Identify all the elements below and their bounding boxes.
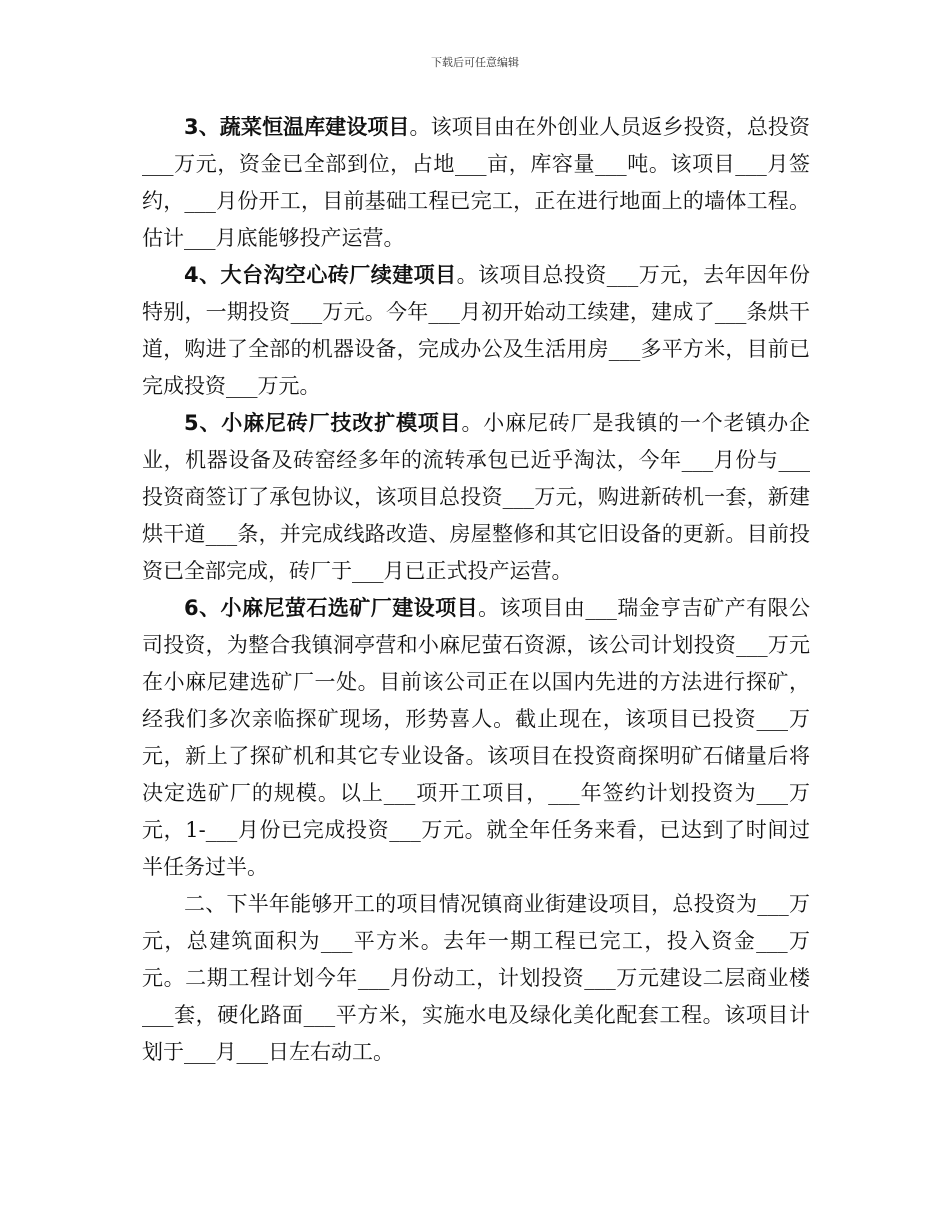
paragraph-brick-factory-project [142, 257, 810, 405]
paragraph-vegetable-storage-project [142, 109, 810, 257]
paragraph-text: 。该项目由在外创业人员返乡投资，总投资___万元，资金已全部到位，占地___亩，库容量___吨。该项目___月签约，___月份开工，目前基础工程已完工，正在进行地面上的墙体工程。估计___月底能够投产运营。 [142, 115, 810, 250]
paragraph-text: 。小麻尼砖厂是我镇的一个老镇办企业，机器设备及砖窑经多年的流转承包已近乎淘汰，今年___月份与___投资商签订了承包协议，该项目总投资___万元，购进新砖机一套，新建烘干道___条，并完成线路改造、房屋整修和其它旧设备的更新。目前投资已全部完成，砖厂于___月已正式投产运营。 [142, 411, 810, 583]
paragraph-second-half-projects [142, 886, 810, 1071]
paragraph-text: 二、下半年能够开工的项目情况镇商业街建设项目，总投资为___万元，总建筑面积为___平方米。去年一期工程已完工，投入资金___万元。二期工程计划今年___月份动工，计划投资___万元建设二层商业楼___套，硬化路面___平方米，实施水电及绿化美化配套工程。该项目计划于___月___日左右动工。 [142, 892, 810, 1064]
paragraph-title: 3、蔬菜恒温库建设项目 [184, 115, 410, 139]
paragraph-fluorite-plant-project [142, 590, 810, 886]
paragraph-title: 5、小麻尼砖厂技改扩模项目 [184, 411, 462, 435]
paragraph-text: 。该项目总投资___万元，去年因年份特别，一期投资___万元。今年___月初开始动工续建，建成了___条烘干道，购进了全部的机器设备，完成办公及生活用房___多平方米，目前已完成投资___万元。 [142, 263, 810, 398]
paragraph-title: 4、大台沟空心砖厂续建项目 [184, 263, 457, 287]
paragraph-text: 。该项目由___瑞金亨吉矿产有限公司投资，为整合我镇洞亭营和小麻尼萤石资源，该公司计划投资___万元在小麻尼建选矿厂一处。目前该公司正在以国内先进的方法进行探矿，经我们多次亲临探矿现场，形势喜人。截止现在，该项目已投资___万元，新上了探矿机和其它专业设备。该项目在投资商探明矿石储量后将决定选矿厂的规模。以上___项开工项目，___年签约计划投资为___万元，1-___月份已完成投资___万元。就全年任务来看，已达到了时间过半任务过半。 [142, 596, 810, 879]
document-body [142, 109, 810, 1071]
paragraph-title: 6、小麻尼萤石选矿厂建设项目 [184, 596, 479, 620]
page-header: 下载后可任意编辑 [431, 56, 519, 69]
paragraph-brick-upgrade-project [142, 405, 810, 590]
